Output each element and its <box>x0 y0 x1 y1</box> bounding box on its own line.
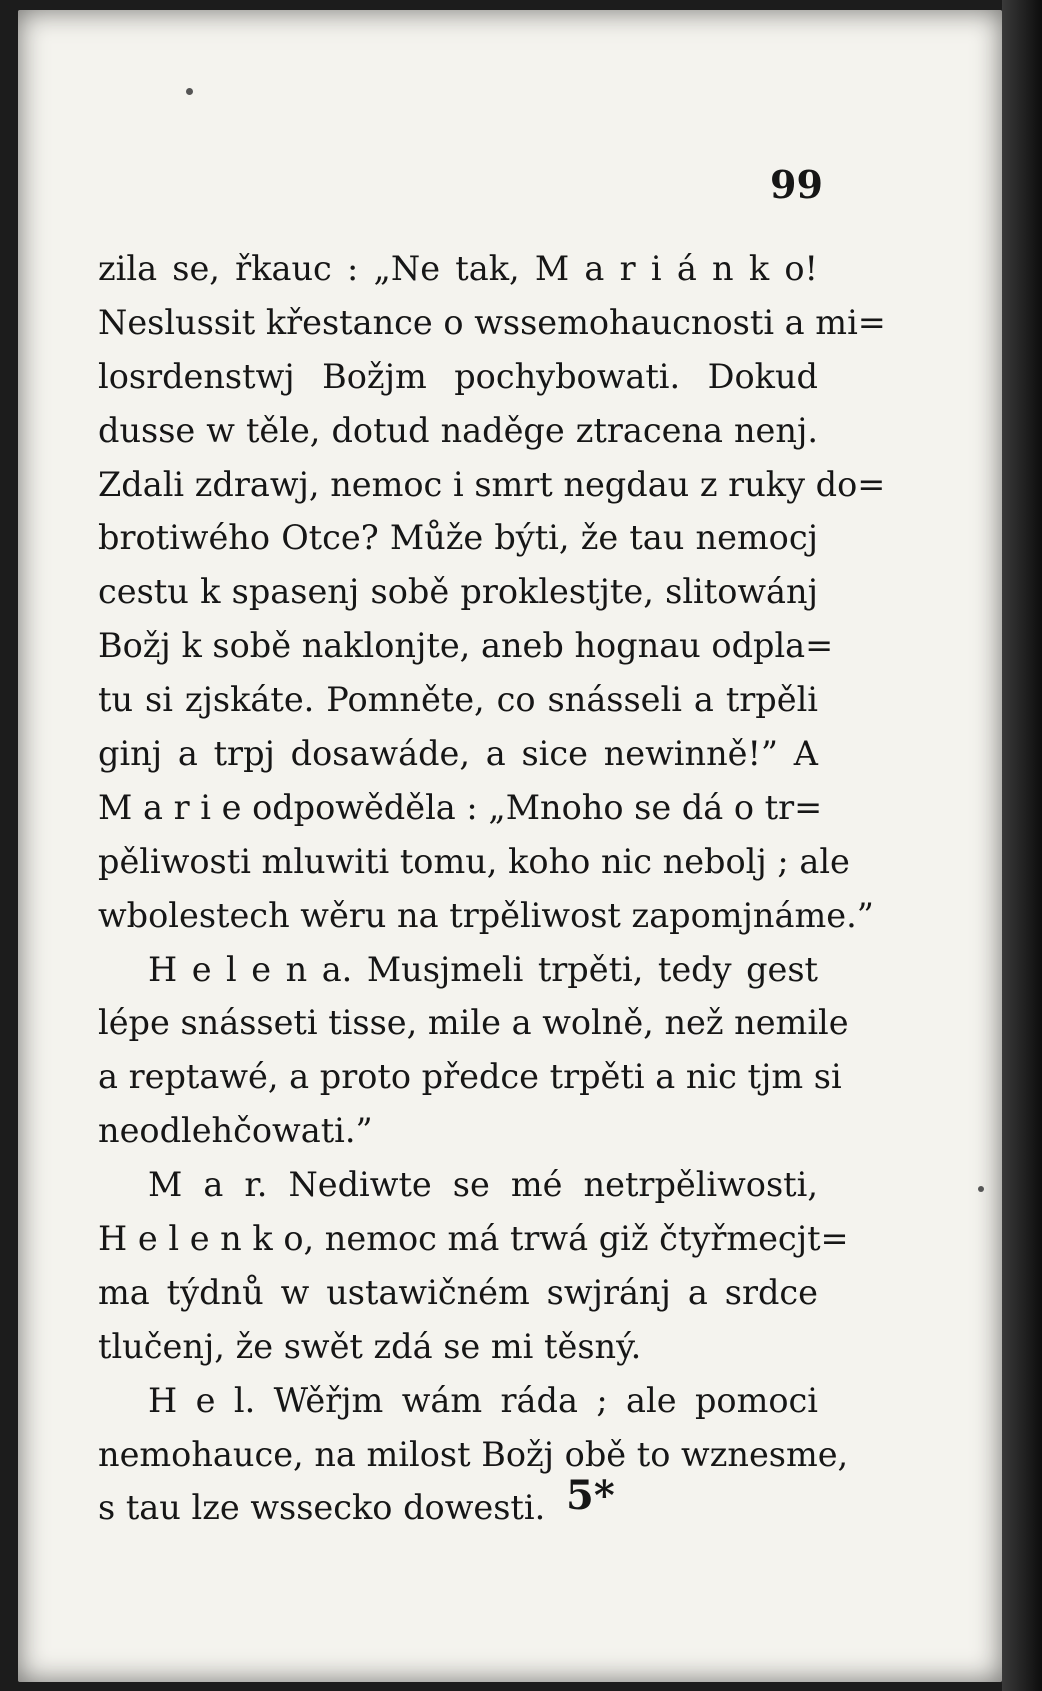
ink-speck <box>186 88 193 95</box>
text-line: wbolestech wěru na trpěliwost zapomjnáme.” <box>98 895 874 935</box>
text-line: Neslussit křestance o wssemohaucnosti a mi= <box>98 302 886 342</box>
page-number: 99 <box>770 162 823 207</box>
text-line: s tau lze wssecko dowesti. <box>98 1488 546 1528</box>
text-line: M a r i e odpowěděla : „Mnoho se dá o tr= <box>98 787 823 827</box>
text-line: pěliwosti mluwiti tomu, koho nic nebolj ; ale <box>98 841 850 881</box>
text-line: dusse w těle, dotud naděge ztracena nenj. <box>98 410 818 450</box>
body-text <box>98 242 886 1535</box>
page-edge-shadow <box>1002 0 1042 1691</box>
text-line: H e l e n k o, nemoc má trwá giž čtyřmecjt= <box>98 1219 849 1259</box>
ink-speck <box>978 1186 984 1192</box>
text-line: H e l. Wěřjm wám ráda ; ale pomoci <box>148 1380 818 1420</box>
text-line: ma týdnů w ustawičném swjránj a srdce <box>98 1272 818 1312</box>
text-line: nemohauce, na milost Božj obě to wznesme, <box>98 1434 849 1474</box>
text-line: lépe snásseti tisse, mile a wolně, než nemile <box>98 1003 849 1043</box>
text-line: Zdali zdrawj, nemoc i smrt negdau z ruky do= <box>98 464 886 504</box>
text-line: Božj k sobě naklonjte, aneb hognau odpla= <box>98 626 834 666</box>
signature-mark: 5* <box>566 1472 615 1519</box>
book-page <box>18 10 1002 1682</box>
text-line: ginj a trpj dosawáde, a sice newinně!” A <box>98 734 818 774</box>
text-line: tlučenj, že swět zdá se mi těsný. <box>98 1326 642 1366</box>
text-line: neodlehčowati.” <box>98 1111 373 1151</box>
text-line: tu si zjskáte. Pomněte, co snásseli a trpěli <box>98 680 818 720</box>
text-line: cestu k spasenj sobě proklestjte, slitowánj <box>98 572 818 612</box>
text-line: a reptawé, a proto předce trpěti a nic tjm si <box>98 1057 842 1097</box>
text-line: zila se, řkauc : „Ne tak, M a r i á n k o! <box>98 249 818 288</box>
text-line: M a r. Nediwte se mé netrpěliwosti, <box>148 1165 818 1205</box>
text-line: brotiwého Otce? Může býti, že tau nemocj <box>98 518 818 558</box>
text-line: H e l e n a. Musjmeli trpěti, tedy gest <box>148 949 818 989</box>
text-line: losrdenstwj Božjm pochybowati. Dokud <box>98 356 818 396</box>
